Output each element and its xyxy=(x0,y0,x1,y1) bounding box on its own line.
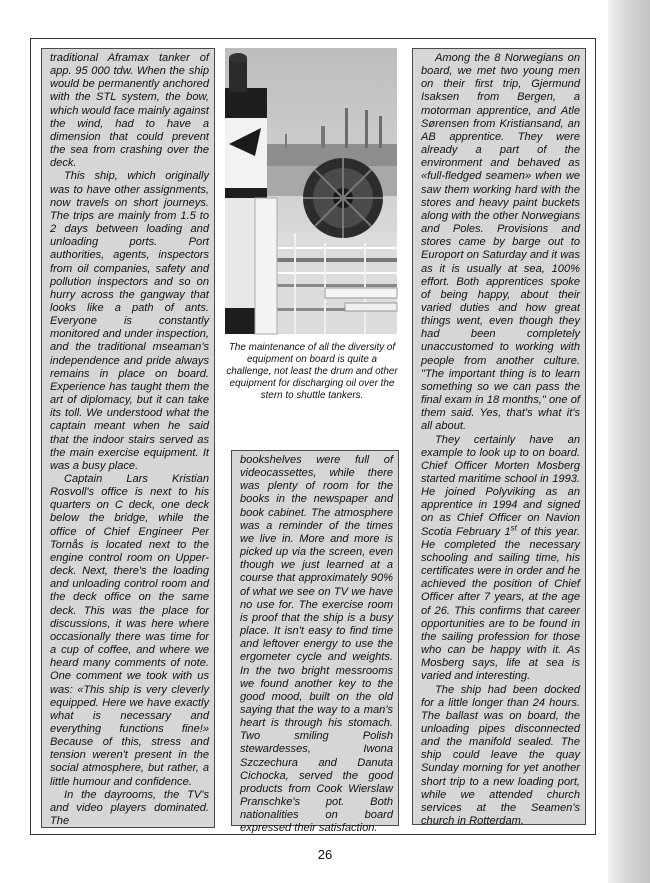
text-run: of this year. He completed the necessary schooling and sailing time, his certificates were in order and he achieved the position of Chief Officer after 7 years, at the age of 26. This confirms that career opportunities are to be found in the sailing profession for those who can be happy with it. As Mosberg says, life at sea is varied and interesting. xyxy=(421,525,580,683)
text-column-middle xyxy=(231,450,399,835)
ship-deck-photo xyxy=(225,48,397,334)
paragraph: traditional Aframax tanker of app. 95 000 tdw. When the ship would be permanently anchored with the STL system, the bow, which would face mainly against the wind, had to have a dimension that could prevent the sea from crashing over the deck. xyxy=(50,52,209,170)
text-column-right xyxy=(412,48,586,828)
text-run: 1 xyxy=(500,525,511,538)
superscript: st xyxy=(510,522,517,532)
paragraph: Captain Lars Kristian Rosvoll's office is next to his quarters on C deck, one deck below the bridge, while the office of Chief Engineer Per Tornås is located next to the engine control room on Upper-deck. Next, there's the loading and unloading control room and the deck office on the same deck. This was the place for discussions, it was here where occasionally there was time for a cup of coffee, and where we heard many comments of note. One comment we took with us was: «This ship is very cleverly equipped. Here we have exactly what is necessary and everything functions fine!» Because of this, stress and tension weren't present in the social atmosphere, but rather, a little humour and confidence. xyxy=(50,473,209,788)
text-column-left xyxy=(41,48,215,828)
text-run: They certainly have an example to look up to on board. Chief Officer Morten Mosberg started maritime school in 1993. He joined Polyviking as an apprentice in 1994 and signed on as Chief Officer on Navion Scotia February xyxy=(421,433,580,538)
paragraph: bookshelves were full of videocassettes, while there was plenty of room for the books in the newspaper and book cabinet. The atmosphere was a reminder of the times we live in. More and more is picked up via the screen, even though we just learned at a course that approximately 90% of what we see on TV we have no use for. The exercise room is proof that the ship is a busy place. It isn't easy to find time and leftover energy to use the ergometer cycle and weights. In the two bright messrooms we found another key to the good mood, built on the old saying that the way to a man's heart is through his stomach. Two smiling Polish stewardesses, Iwona Szczechura and Danuta Cichocka, served the good products from Cook Wierslaw Pranschke's pot. Both nationalities on board expressed their satisfaction. xyxy=(240,454,393,835)
photo-caption: The maintenance of all the diversity of equipment on board is quite a challenge, not least the drum and other equipment for discharging oil over the stern to shuttle tankers. xyxy=(226,342,398,401)
paragraph: Among the 8 Norwegians on board, we met two young men on their first trip, Gjermund Isaksen from Bergen, a motorman apprentice, and Atle Sørensen from Kristiansand, an AB apprentice. They were already a part of the environment and behaved as «full-fledged seamen» when we saw them working hard with the stores and heavy paint buckets along with the other Norwegians and Poles. Provisions and stores came by barge out to Europort on Saturday and it was as it is usually at sea, 100% effort. Both apprentices spoke of being happy, about their varied duties and how great things went, even though they had been completely unaccustomed to working with people from another culture. "The important thing is to learn something so we can pass the final exam in 18 months," one of them said. Yes, that's what it's all about. xyxy=(421,52,580,433)
paragraph: In the dayrooms, the TV's and video players dominated. The xyxy=(50,788,209,828)
page-edge-shadow xyxy=(608,0,650,883)
paragraph: This ship, which originally was to have other assignments, now travels on short journeys. The trips are mainly from 1.5 to 2 days between loading and unloading ports. Port authorities, agents, inspectors from oil companies, safety and pollution inspectors and so on hurry across the gangway that looks like a path of ants. Everyone is constantly monitored and under inspection, and the traditional mseaman's independence and pride always remains in place on board. Experience has taught them the art of diplomacy, but it can take its toll. We understood what the captain meant when he said that the indoor stairs served as the main exercise equipment. It was a busy place. xyxy=(50,170,209,472)
page-number: 26 xyxy=(317,847,333,862)
paragraph xyxy=(421,434,580,684)
paragraph: The ship had been docked for a little longer than 24 hours. The ballast was on board, the unloading pipes disconnected and the manifold sealed. The ship could leave the quay Sunday morning for yet another short trip to a new loading port, while we attended church services at the Seamen's church in Rotterdam. xyxy=(421,683,580,828)
